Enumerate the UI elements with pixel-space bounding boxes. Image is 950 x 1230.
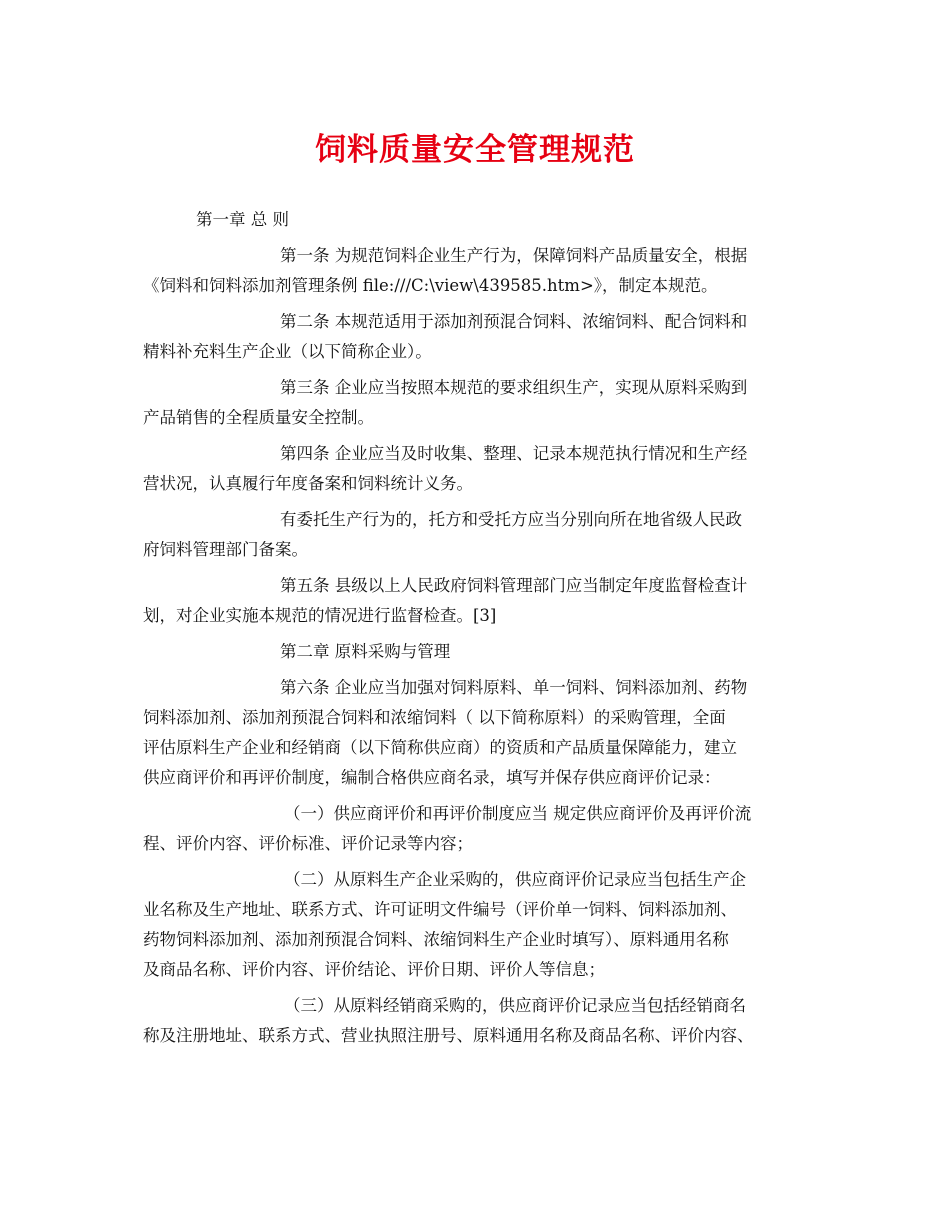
text-line: 第二条 本规范适用于添加剂预混合饲料、浓缩饲料、配合饲料和	[280, 312, 748, 331]
text-line: 《饲料和饲料添加剂管理条例 file:///C:\view\439585.htm>》，制定本规范。	[143, 276, 718, 295]
text-line: 第五条 县级以上人民政府饲料管理部门应当制定年度监督检查计	[280, 576, 748, 595]
text-line: 饲料添加剂、添加剂预混合饲料和浓缩饲料（ 以下简称原料）的采购管理，全面	[143, 708, 726, 727]
text-line: 有委托生产行为的，托方和受托方应当分别向所在地省级人民政	[280, 510, 742, 529]
text-line: 程、评价内容、评价标准、评价记录等内容；	[143, 834, 473, 853]
document-body	[143, 205, 815, 1051]
text-line: 药物饲料添加剂、添加剂预混合饲料、浓缩饲料生产企业时填写）、原料通用名称	[143, 930, 729, 949]
text-line: （二）从原料生产企业采购的，供应商评价记录应当包括生产企	[284, 870, 746, 889]
text-line: 第三条 企业应当按照本规范的要求组织生产，实现从原料采购到	[280, 378, 748, 397]
text-line: 评估原料生产企业和经销商（以下简称供应商）的资质和产品质量保障能力，建立	[143, 738, 737, 757]
text-line: 府饲料管理部门备案。	[143, 540, 308, 559]
document-title: 饲料质量安全管理规范	[315, 132, 635, 168]
text-line: 及商品名称、评价内容、评价结论、评价日期、评价人等信息；	[143, 960, 605, 979]
text-line: 营状况，认真履行年度备案和饲料统计义务。	[143, 474, 473, 493]
text-line: 第一章 总 则	[196, 210, 289, 229]
text-line: 产品销售的全程质量安全控制。	[143, 408, 374, 427]
text-line: 业名称及生产地址、联系方式、许可证明文件编号（评价单一饲料、饲料添加剂、	[143, 900, 737, 919]
text-line: 精料补充料生产企业（以下简称企业）。	[143, 342, 432, 361]
text-line: 划，对企业实施本规范的情况进行监督检查。[3]	[143, 606, 497, 625]
text-line: 供应商评价和再评价制度，编制合格供应商名录，填写并保存供应商评价记录：	[143, 768, 721, 787]
text-line: 第一条 为规范饲料企业生产行为，保障饲料产品质量安全，根据	[280, 246, 748, 265]
text-line: 第四条 企业应当及时收集、整理、记录本规范执行情况和生产经	[280, 444, 748, 463]
text-line: 第二章 原料采购与管理	[280, 642, 451, 661]
text-line: （一）供应商评价和再评价制度应当 规定供应商评价及再评价流	[284, 804, 752, 823]
text-line: （三）从原料经销商采购的，供应商评价记录应当包括经销商名	[284, 996, 746, 1015]
text-line: 第六条 企业应当加强对饲料原料、单一饲料、饲料添加剂、药物	[280, 678, 748, 697]
text-line: 称及注册地址、联系方式、营业执照注册号、原料通用名称及商品名称、评价内容、	[143, 1026, 754, 1045]
